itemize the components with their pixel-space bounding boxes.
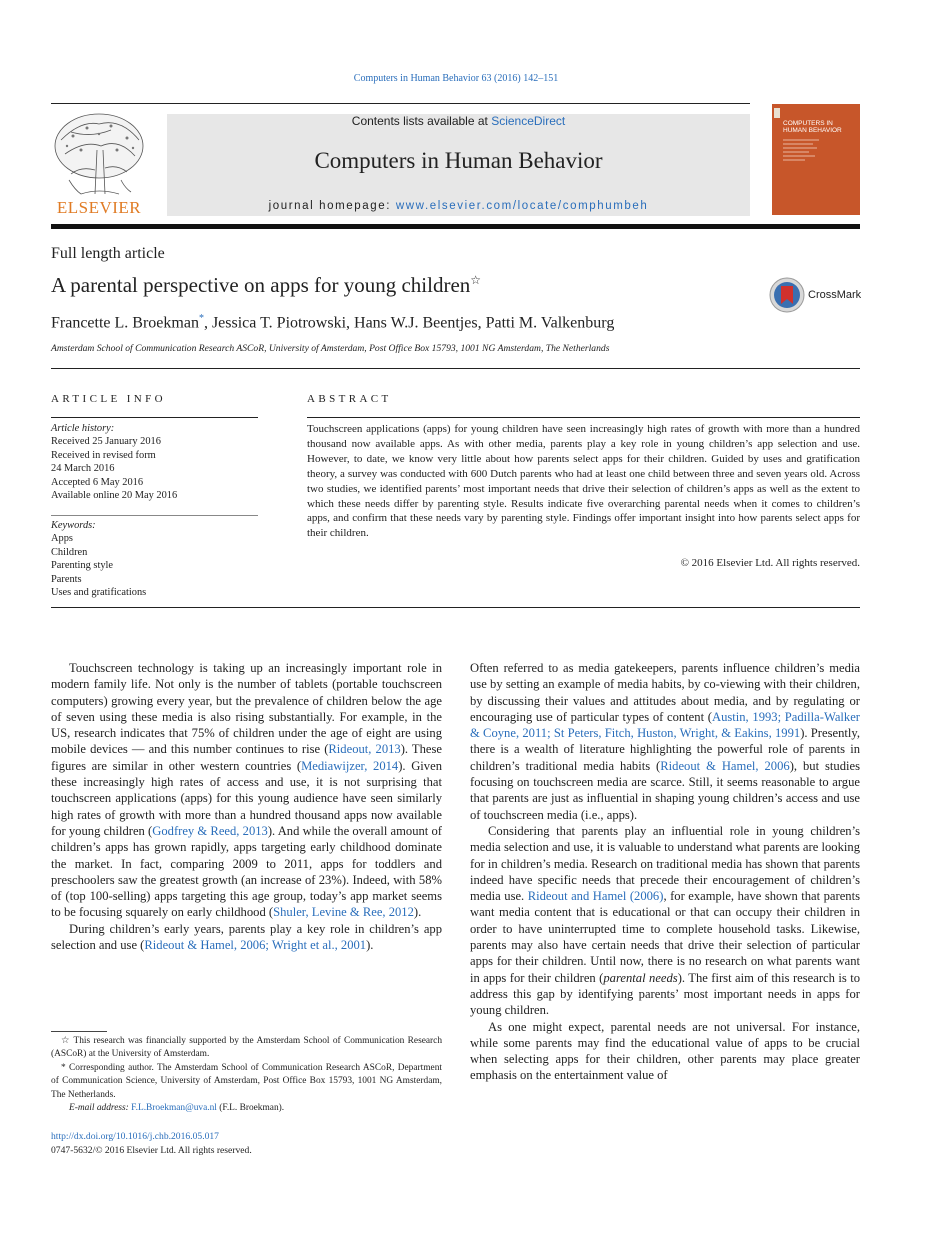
homepage-prefix: journal homepage: bbox=[268, 200, 396, 212]
sciencedirect-link[interactable]: ScienceDirect bbox=[491, 114, 566, 128]
crossmark-label: CrossMark bbox=[808, 289, 862, 301]
keywords-rule bbox=[51, 515, 258, 516]
abstract-rule bbox=[307, 417, 860, 418]
divider-rule bbox=[51, 607, 860, 608]
issn-copyright: 0747-5632/© 2016 Elsevier Ltd. All rights reserved. bbox=[51, 1145, 252, 1156]
article-title bbox=[51, 273, 481, 298]
history-item: Received in revised form bbox=[51, 449, 156, 461]
corresponding-author-mark[interactable]: * bbox=[198, 313, 204, 324]
keyword-item: Children bbox=[51, 546, 88, 558]
footnote-email: E-mail address: F.L.Broekman@uva.nl (F.L. Broekman). bbox=[69, 1103, 285, 1114]
crossmark-badge[interactable] bbox=[769, 277, 861, 313]
keyword-item: Parents bbox=[51, 573, 82, 585]
article-info-rule bbox=[51, 417, 258, 418]
email-link[interactable]: F.L.Broekman@uva.nl bbox=[131, 1103, 217, 1114]
citation-link[interactable]: Rideout and Hamel (2006) bbox=[527, 889, 664, 904]
body-paragraph: Often referred to as media gatekeepers, parents influence children’s media use by setting an example of media habits, by co-viewing with their children, by discussing their values and attitudes about media, and by regulating or encouraging use of particular types of content (Austin, 1993; Padilla-Walker & Coyne, 2011; St Peters, Fitch, Huston, Wright, & Eakins, 1991). Presently, there is a wealth of literature highlighting the powerful role of parents in children’s traditional media habits (Rideout & Hamel, 2006), but studies focusing on touchscreen media are scarce. Still, it seems reasonable to argue that parents are just as influential in shaping young children’s access and use of touchscreen media (i.e., apps). bbox=[470, 661, 860, 822]
emphasis-term: parental needs bbox=[603, 970, 678, 985]
citation-link[interactable]: Mediawijzer, 2014 bbox=[301, 758, 399, 773]
citation-link[interactable]: Godfrey & Reed, 2013 bbox=[152, 823, 268, 838]
article-info-heading: ARTICLE INFO bbox=[51, 393, 166, 405]
body-column-right bbox=[470, 660, 860, 1084]
header-top-rule bbox=[51, 103, 750, 104]
contents-line bbox=[167, 114, 750, 128]
publisher-name: ELSEVIER bbox=[56, 198, 142, 217]
abstract-copyright: © 2016 Elsevier Ltd. All rights reserved. bbox=[680, 557, 860, 569]
header-thick-rule bbox=[51, 224, 860, 229]
history-label: Article history: bbox=[51, 423, 115, 434]
crossmark-icon bbox=[769, 277, 805, 313]
footnote-corresponding: * Corresponding author. The Amsterdam School of Communication Research ASCoR, Department of Communication Science, University of Amsterdam, Post Office Box 15793, 1001 NG Amsterdam, The Netherlands. bbox=[51, 1062, 442, 1100]
footnote-rule bbox=[51, 1031, 107, 1032]
title-footnote-mark[interactable]: ☆ bbox=[470, 273, 482, 287]
contents-prefix: Contents lists available at bbox=[351, 114, 492, 128]
abstract-heading: ABSTRACT bbox=[307, 393, 392, 405]
history-item: Received 25 January 2016 bbox=[51, 436, 161, 448]
article-type: Full length article bbox=[51, 245, 165, 262]
history-item: 24 March 2016 bbox=[51, 463, 115, 475]
journal-header-box bbox=[167, 114, 750, 216]
body-paragraph: During children’s early years, parents play a key role in children’s app selection and use (Rideout & Hamel, 2006; Wright et al., 2001). bbox=[51, 921, 442, 953]
cover-title: COMPUTERS IN HUMAN BEHAVIOR bbox=[783, 120, 842, 134]
cover-text-lines-icon bbox=[783, 138, 823, 162]
other-authors: , Jessica T. Piotrowski, Hans W.J. Beentjes, Patti M. Valkenburg bbox=[203, 314, 615, 332]
body-paragraph: Touchscreen technology is taking up an increasingly important role in modern family life. Not only is the number of tablets (portable touchscreen computers) growing every year, but the prevalence of children below the age of seven using these media is also rising substantially. For example, in the US, research indicates that 75% of children under the age of eight are using mobile devices — and this number continues to rise (Rideout, 2013). These figures are similar in other western countries (Mediawijzer, 2014). Given these increasingly high rates of access and use, it is not surprising that touchscreen applications (apps) for this young audience have seen similarly high rates of growth with more than a hundred thousand apps now available for young children (Godfrey & Reed, 2013). And while the overall amount of children’s apps has grown rapidly, apps targeting early childhood dominate the market. In fact, comparing 2009 to 2011, apps for toddlers and preschoolers saw the greatest growth (an increase of 23%). Indeed, with 58% of (top 100-selling) apps targeting this age group, today’s app market seems to be focusing squarely on early childhood (Shuler, Levine & Ree, 2012). bbox=[51, 661, 443, 920]
keyword-item: Parenting style bbox=[51, 560, 114, 572]
body-paragraph: Considering that parents play an influential role in young children’s media selection and use, it is valuable to understand what parents are looking for in children’s media. Research on traditional media has shown that parents indeed have specific needs that precede their encouragement of children’s media use. Rideout and Hamel (2006), for example, have shown that parents want media content that is educational or that can occupy their children in order to have uninterrupted time to complete household tasks. Likewise, parents may also have certain needs that drive their selection of particular apps for their children. Until now, there is no research on what parents want in apps for their children (parental needs). The first aim of this research is to address this gap by identifying parents’ most important needs in apps for young children. bbox=[470, 823, 861, 1018]
author-list bbox=[51, 313, 614, 332]
doi-link[interactable]: http://dx.doi.org/10.1016/j.chb.2016.05.017 bbox=[51, 1131, 219, 1142]
citation-link[interactable]: Rideout & Hamel, 2006 bbox=[660, 758, 790, 773]
keyword-item: Apps bbox=[51, 533, 73, 545]
history-item: Available online 20 May 2016 bbox=[51, 490, 178, 502]
body-paragraph: As one might expect, parental needs are not universal. For instance, while some parents may find the educational value of apps to be crucial when selecting apps for their children, other parents may place greater emphasis on the entertainment value of bbox=[470, 1019, 860, 1083]
homepage-line bbox=[167, 200, 750, 212]
keyword-item: Uses and gratifications bbox=[51, 587, 147, 599]
citation-link[interactable]: Rideout, 2013 bbox=[328, 742, 401, 757]
history-item: Accepted 6 May 2016 bbox=[51, 476, 144, 488]
affiliation: Amsterdam School of Communication Research ASCoR, University of Amsterdam, Post Office Box 15793, 1001 NG Amsterdam, The Netherlands bbox=[51, 343, 610, 354]
footnotes bbox=[51, 1035, 442, 1115]
first-author[interactable]: Francette L. Broekman bbox=[51, 314, 199, 332]
journal-name: Computers in Human Behavior bbox=[314, 148, 603, 173]
article-title-text: A parental perspective on apps for young children bbox=[51, 273, 471, 297]
citation-link[interactable]: Rideout & Hamel, 2006; Wright et al., 2001 bbox=[144, 938, 367, 953]
cover-emblem-icon bbox=[774, 108, 780, 118]
footnote-funding: ☆ This research was financially supported by the Amsterdam School of Communication Research (ASCoR) at the University of Amsterdam. bbox=[51, 1036, 443, 1060]
abstract-text: Touchscreen applications (apps) for young children have seen increasingly high rates of growth with more than a hundred thousand now available apps. As with other media, parents play a key role in young children’s app selection and use. However, to date, we know very little about how parents select apps for their children. Guided by uses and gratification theory, a survey was conducted with 600 Dutch parents who had at least one child between three and seven years old. Across two studies, we identified parents’ most important needs that drive their selection of children’s apps as well as the extent to which these needs differ by parenting style. Results indicate five overarching parental needs when it comes to children’s apps, and confirm that these needs vary by parenting style. Findings offer important insight into how parents select apps for their children. bbox=[307, 423, 860, 540]
elsevier-logo bbox=[51, 110, 147, 218]
homepage-link[interactable]: www.elsevier.com/locate/comphumbeh bbox=[395, 200, 649, 212]
article-history bbox=[51, 422, 258, 502]
journal-cover-image[interactable] bbox=[772, 104, 860, 215]
citation-link[interactable]: Austin, 1993; Padilla-Walker & Coyne, 2011; St Peters, Fitch, Huston, Wright, & Eakins, 1991 bbox=[470, 709, 860, 741]
keywords-list bbox=[51, 519, 258, 599]
keywords-label: Keywords: bbox=[51, 520, 96, 531]
divider-rule bbox=[51, 368, 860, 369]
body-column-left bbox=[51, 660, 442, 953]
journal-reference-link[interactable]: Computers in Human Behavior 63 (2016) 142–151 bbox=[353, 73, 559, 84]
citation-link[interactable]: Shuler, Levine & Ree, 2012 bbox=[273, 905, 414, 920]
